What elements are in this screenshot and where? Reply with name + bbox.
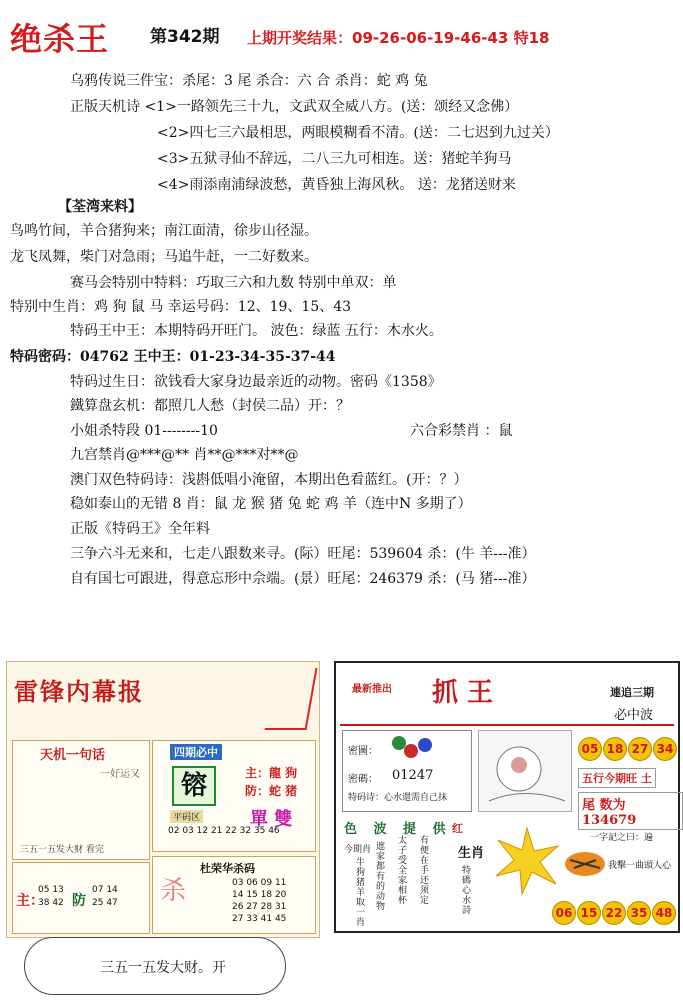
line-longfei: 龙飞凤舞，柴门对急雨；马追牛赶，一二好数来。 bbox=[10, 249, 318, 265]
zhu-label: 主： bbox=[16, 893, 44, 909]
rp-header-center: 抓 王 bbox=[432, 678, 494, 708]
last-result: 上期开奖结果：09-26-06-19-46-43 特18 bbox=[247, 29, 550, 47]
rp-shengxiao: 生肖 bbox=[458, 846, 485, 861]
tiger-icon bbox=[560, 842, 610, 882]
line-zhengban: 正版《特码王》全年料 bbox=[70, 521, 210, 537]
rp-code-label: 密圖： bbox=[348, 746, 378, 757]
rp-jin-label: 今期肖 bbox=[344, 845, 372, 855]
label-fang: 防：蛇 猪 bbox=[245, 784, 298, 798]
sun-burst-icon bbox=[492, 826, 562, 896]
bottom-ball-3: 22 bbox=[602, 901, 626, 925]
shuang-text: 單 雙 bbox=[250, 809, 293, 830]
top-ball-3: 27 bbox=[628, 737, 652, 761]
line-sanzheng: 三争六斗无来和，七走八跟数来寻。(际）旺尾：539604 杀：(牛 羊---准） bbox=[70, 546, 536, 562]
line-niaoming: 鸟鸣竹间，羊合猪狗来；南江面清，徐步山径湿。 bbox=[10, 223, 318, 239]
line-poem-1: 正版天机诗 <1>一路领先三十九，文武双全威八方。(送：颂经又念佛） bbox=[70, 99, 519, 115]
rp-wuxing: 五行今期旺 土 bbox=[578, 768, 656, 788]
rp-tema-xinshui: 特碼心水詩 bbox=[462, 866, 472, 916]
main-char: 镕 bbox=[172, 766, 216, 806]
rp-right-caption: 我擊一曲頭人心 bbox=[608, 861, 672, 871]
section-heading: 【荃湾来料】 bbox=[58, 199, 142, 215]
zhu-nums: 05 13 38 42 bbox=[38, 885, 64, 908]
bottom-ball-1: 06 bbox=[552, 901, 576, 925]
kill-decor-char: 杀 bbox=[160, 876, 187, 906]
top-ball-2: 18 bbox=[603, 737, 627, 761]
top-ball-1: 05 bbox=[578, 737, 602, 761]
rp-code2-label: 密碼： bbox=[348, 774, 378, 785]
rp-tail: 尾 数为 134679 bbox=[578, 792, 683, 830]
line-mima: 特码密码：04762 王中王：01-23-34-35-37-44 bbox=[10, 349, 336, 365]
rp-col-1: 牛狗猪羊取一肖 bbox=[356, 858, 366, 928]
line-aomen: 澳门双色特码诗：浅斟低唱小淹留，本期出色看蓝红。(开：？） bbox=[70, 472, 468, 488]
rp-divider bbox=[340, 724, 674, 726]
rp-fish-label: 一字記之曰：遍 bbox=[590, 833, 654, 843]
line-wencuo: 稳如泰山的无错 8 肖：鼠 龙 猴 猪 兔 蛇 鸡 羊（连中N 多期了） bbox=[70, 496, 472, 512]
rp-header-left: 最新推出 bbox=[352, 684, 392, 695]
line-jiugong: 九宫禁肖@***@** 肖**@***对**@ bbox=[70, 447, 299, 463]
rp-col-3: 太子受全家相杯 bbox=[398, 836, 408, 906]
kill-row-4: 27 33 41 45 bbox=[232, 914, 287, 924]
cloud-text: 三五一五发大财。开 bbox=[100, 960, 226, 976]
bottom-ball-5: 48 bbox=[652, 901, 676, 925]
line-jinxiao: 六合彩禁肖 ：鼠 bbox=[410, 423, 513, 439]
kill-title: 杜荣华杀码 bbox=[200, 862, 255, 875]
label-zhu: 主：龍 狗 bbox=[245, 766, 298, 780]
issue-number: 第342期 bbox=[150, 27, 220, 47]
line-wuya: 乌鸦传说三件宝：杀尾：3 尾 杀合：六 合 杀肖：蛇 鸡 兔 bbox=[70, 73, 428, 89]
fang-nums: 07 14 25 47 bbox=[92, 885, 118, 908]
line-xiaojie: 小姐杀特段 01--------10 bbox=[70, 423, 218, 439]
top-ball-4: 34 bbox=[653, 737, 677, 761]
logo-title: 绝杀王 bbox=[10, 20, 110, 58]
kill-row-1: 03 06 09 11 bbox=[232, 878, 287, 888]
tianji-bottom-text: 三五一五发大财 看完 bbox=[20, 845, 104, 855]
line-poem-2: <2>四七三六最相思，两眼模糊看不清。(送：二七迟到九过关） bbox=[157, 125, 559, 141]
line-shengri: 特码过生日：欲钱看大家身边最亲近的动物。密码《1358》 bbox=[70, 374, 442, 390]
kill-row-2: 14 15 18 20 bbox=[232, 890, 287, 900]
rp-hong: 红 bbox=[452, 822, 463, 835]
rp-bold-tags: 色 波 提 供 bbox=[344, 822, 452, 837]
fisher-picture bbox=[479, 731, 571, 811]
rp-col-4: 有便在手还须定 bbox=[420, 836, 430, 906]
line-poem-3: <3>五狱寻仙不辞远，二八三九可相连。送：猪蛇羊狗马 bbox=[157, 151, 512, 167]
line-ziyou: 自有国七可跟进，得意忘形中佘端。(景）旺尾：246379 杀：(马 猪---准） bbox=[70, 571, 536, 587]
rp-poem: 特码诗：心水還需自己抹 bbox=[348, 793, 448, 803]
rp-ball-blue bbox=[418, 738, 432, 752]
line-temawang: 特码王中王：本期特码开旺门。 波色：绿蓝 五行：木水火。 bbox=[70, 323, 443, 339]
line-shengxiao: 特别中生肖：鸡 狗 鼠 马 幸运号码：12、19、15、43 bbox=[10, 299, 352, 315]
rp-picture bbox=[478, 730, 572, 812]
rp-header-right-bottom: 必中波 bbox=[614, 708, 654, 723]
fang-label: 防 bbox=[72, 893, 86, 909]
rp-col-2: 遮家都有的动物 bbox=[376, 842, 386, 912]
rp-header-right-top: 連追三期 bbox=[610, 686, 654, 699]
leifeng-title: 雷锋内幕报 bbox=[14, 677, 144, 706]
line-poem-4: <4>雨添南浦绿波愁，黄昏独上海风秋。 送：龙猪送财来 bbox=[157, 177, 516, 193]
bottom-ball-2: 15 bbox=[577, 901, 601, 925]
bottom-ball-4: 35 bbox=[627, 901, 651, 925]
rp-code2-value: 01247 bbox=[392, 768, 434, 783]
pingma-nums: 02 03 12 21 22 32 35 46 bbox=[168, 826, 280, 836]
tianji-title: 天机一句话 bbox=[40, 748, 106, 763]
pingma-label: 平码区 bbox=[170, 810, 203, 823]
kill-row-3: 26 27 28 31 bbox=[232, 902, 287, 912]
line-saimahui: 赛马会特别中特料：巧取三六和九数 特别中单双：单 bbox=[70, 275, 397, 291]
four-period-title: 四期必中 bbox=[170, 744, 222, 760]
tianji-sub: 一好运又 bbox=[100, 769, 140, 780]
rp-ball-red bbox=[404, 744, 418, 758]
line-tiesuan: 鐵算盘玄机：都照几人愁（封侯二品）开：？ bbox=[70, 398, 350, 414]
